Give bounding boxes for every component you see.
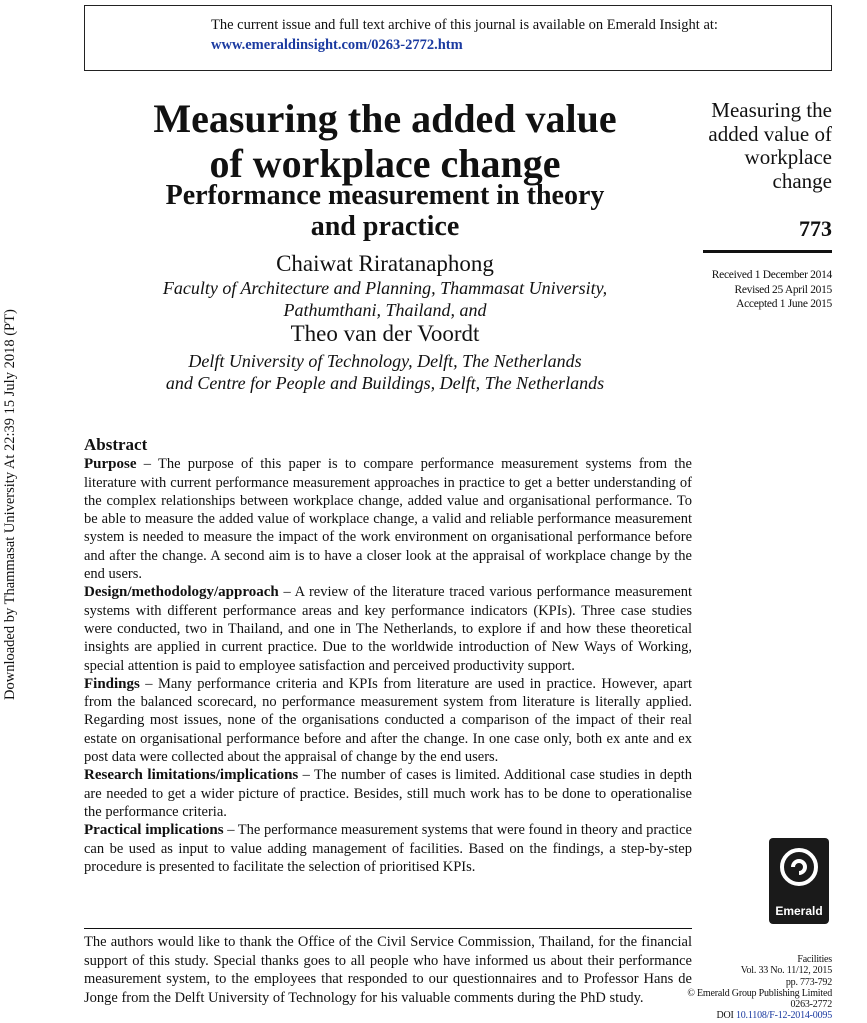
section-label: Practical implications [84, 822, 224, 839]
doi-label: DOI [716, 1010, 734, 1022]
abstract-section-practical [84, 821, 692, 876]
page-number: 773 [799, 216, 832, 241]
journal-info [687, 954, 832, 1022]
emerald-logo [769, 838, 829, 924]
journal-name: Facilities [797, 954, 832, 965]
subtitle-line-2: and practice [310, 211, 460, 242]
accepted-date: Accepted 1 June 2015 [736, 298, 832, 310]
section-label: Findings [84, 675, 140, 692]
emerald-logo-icon [778, 846, 820, 888]
abstract-section-design [84, 583, 692, 674]
author-1: Chaiwat Riratanaphong [276, 251, 494, 276]
affiliation-1-line-2: Pathumthani, Thailand, and [283, 300, 487, 320]
journal-pages: pp. 773-792 [785, 976, 832, 988]
affiliation-2-line-1: Delft University of Technology, Delft, The Netherlands [188, 351, 582, 371]
footnote-rule [84, 928, 692, 929]
abstract-section-purpose [84, 455, 692, 583]
journal-volume: Vol. 33 No. 11/12, 2015 [740, 965, 832, 977]
download-stamp-text: Downloaded by Thammasat University At 22:39 15 July 2018 (PT) [2, 309, 18, 700]
author-2: Theo van der Voordt [290, 321, 480, 346]
abstract-heading: Abstract [84, 435, 148, 454]
running-head-line: workplace [744, 145, 832, 169]
section-text: – The performance measurement systems that were found in theory and practice can be used as input to value adding management of facilities. Based on the findings, a step-by-step procedure is presented to facilitate the selection of prioritised KPIs. [84, 822, 692, 875]
section-label: Design/methodology/approach [84, 584, 279, 601]
article-title [105, 96, 665, 186]
affiliation-2 [105, 350, 665, 394]
doi-link[interactable]: 10.1108/F-12-2014-0095 [735, 1010, 832, 1022]
affiliation-1-line-1: Faculty of Architecture and Planning, Thammasat University, [162, 278, 608, 298]
section-label: Purpose [84, 456, 137, 473]
journal-issn: 0263-2772 [790, 999, 832, 1011]
revised-date: Revised 25 April 2015 [734, 283, 832, 296]
received-dates [712, 268, 832, 312]
acknowledgement: The authors would like to thank the Office of the Civil Service Commission, Thailand, for the financial support of this study. Special thanks goes to all people who have informed us about their performance measurement system, to the employees that responded to our questionnaires and to Professor Hans de Jonge from the Delft University of Technology for his valuable comments during the PhD study. [84, 934, 692, 1006]
section-text: – The purpose of this paper is to compare performance measurement systems from the literature with current performance measurement approaches in practice to get a better understanding of the complex relationships between workplace change, added value and organisational performance. To be able to measure the added value of workplace change, a valid and reliable performance measurement system is needed to measure the impact of the work environment on organisational performance before and after the change. A second aim is to have a closer look at the appraisal of workplace change by the end users. [84, 456, 692, 583]
journal-copyright: © Emerald Group Publishing Limited [687, 987, 832, 999]
abstract [84, 436, 692, 876]
section-text: – The number of cases is limited. Additional case studies in depth are needed to get a wider picture of practice. Besides, still much work has to be done to operationalise the performance criteria. [84, 767, 692, 820]
journal-notice-box [84, 5, 832, 71]
article-subtitle [105, 180, 665, 242]
abstract-section-findings [84, 675, 692, 766]
running-head-line: added value of [708, 121, 832, 146]
emerald-logo-word: Emerald [775, 904, 823, 918]
title-line-1: Measuring the added value [153, 96, 617, 141]
margin-rule [703, 250, 832, 253]
running-head-line: change [772, 168, 832, 193]
running-head [708, 99, 832, 193]
journal-notice-text: The current issue and full text archive of this journal is available on Emerald Insight at: [211, 17, 718, 33]
title-line-2: of workplace change [209, 141, 561, 186]
section-text: – Many performance criteria and KPIs from literature are used in practice. However, apart from the balanced scorecard, no performance measurement system from literature is literally applied. Regarding most issues, none of the organisations conducted a comparison of the impact of their real estate on organisational performance before and after the change. In one case only, both ex ante and ex post data were collected about the appraisal of change by the end users. [84, 675, 692, 766]
section-text: – A review of the literature traced various performance measurement systems with different performance areas and key performance indicators (KPIs). Three case studies were conducted, two in Thailand, and one in The Netherlands, to explore if and how these theoretical insights are applied in current practice. Due to the worldwide introduction of New Ways of Working, special attention is paid to employee satisfaction and perceived productivity support. [84, 584, 692, 674]
abstract-section-limitations [84, 766, 692, 821]
running-head-line: Measuring the [711, 98, 832, 122]
subtitle-line-1: Performance measurement in theory [165, 180, 605, 211]
section-label: Research limitations/implications [84, 767, 299, 784]
journal-url-link[interactable]: www.emeraldinsight.com/0263-2772.htm [211, 37, 463, 53]
received-date: Received 1 December 2014 [711, 269, 832, 281]
affiliation-1 [105, 277, 665, 321]
journal-doi-line [687, 1010, 832, 1021]
affiliation-2-line-2: and Centre for People and Buildings, Delft, The Netherlands [165, 373, 605, 393]
